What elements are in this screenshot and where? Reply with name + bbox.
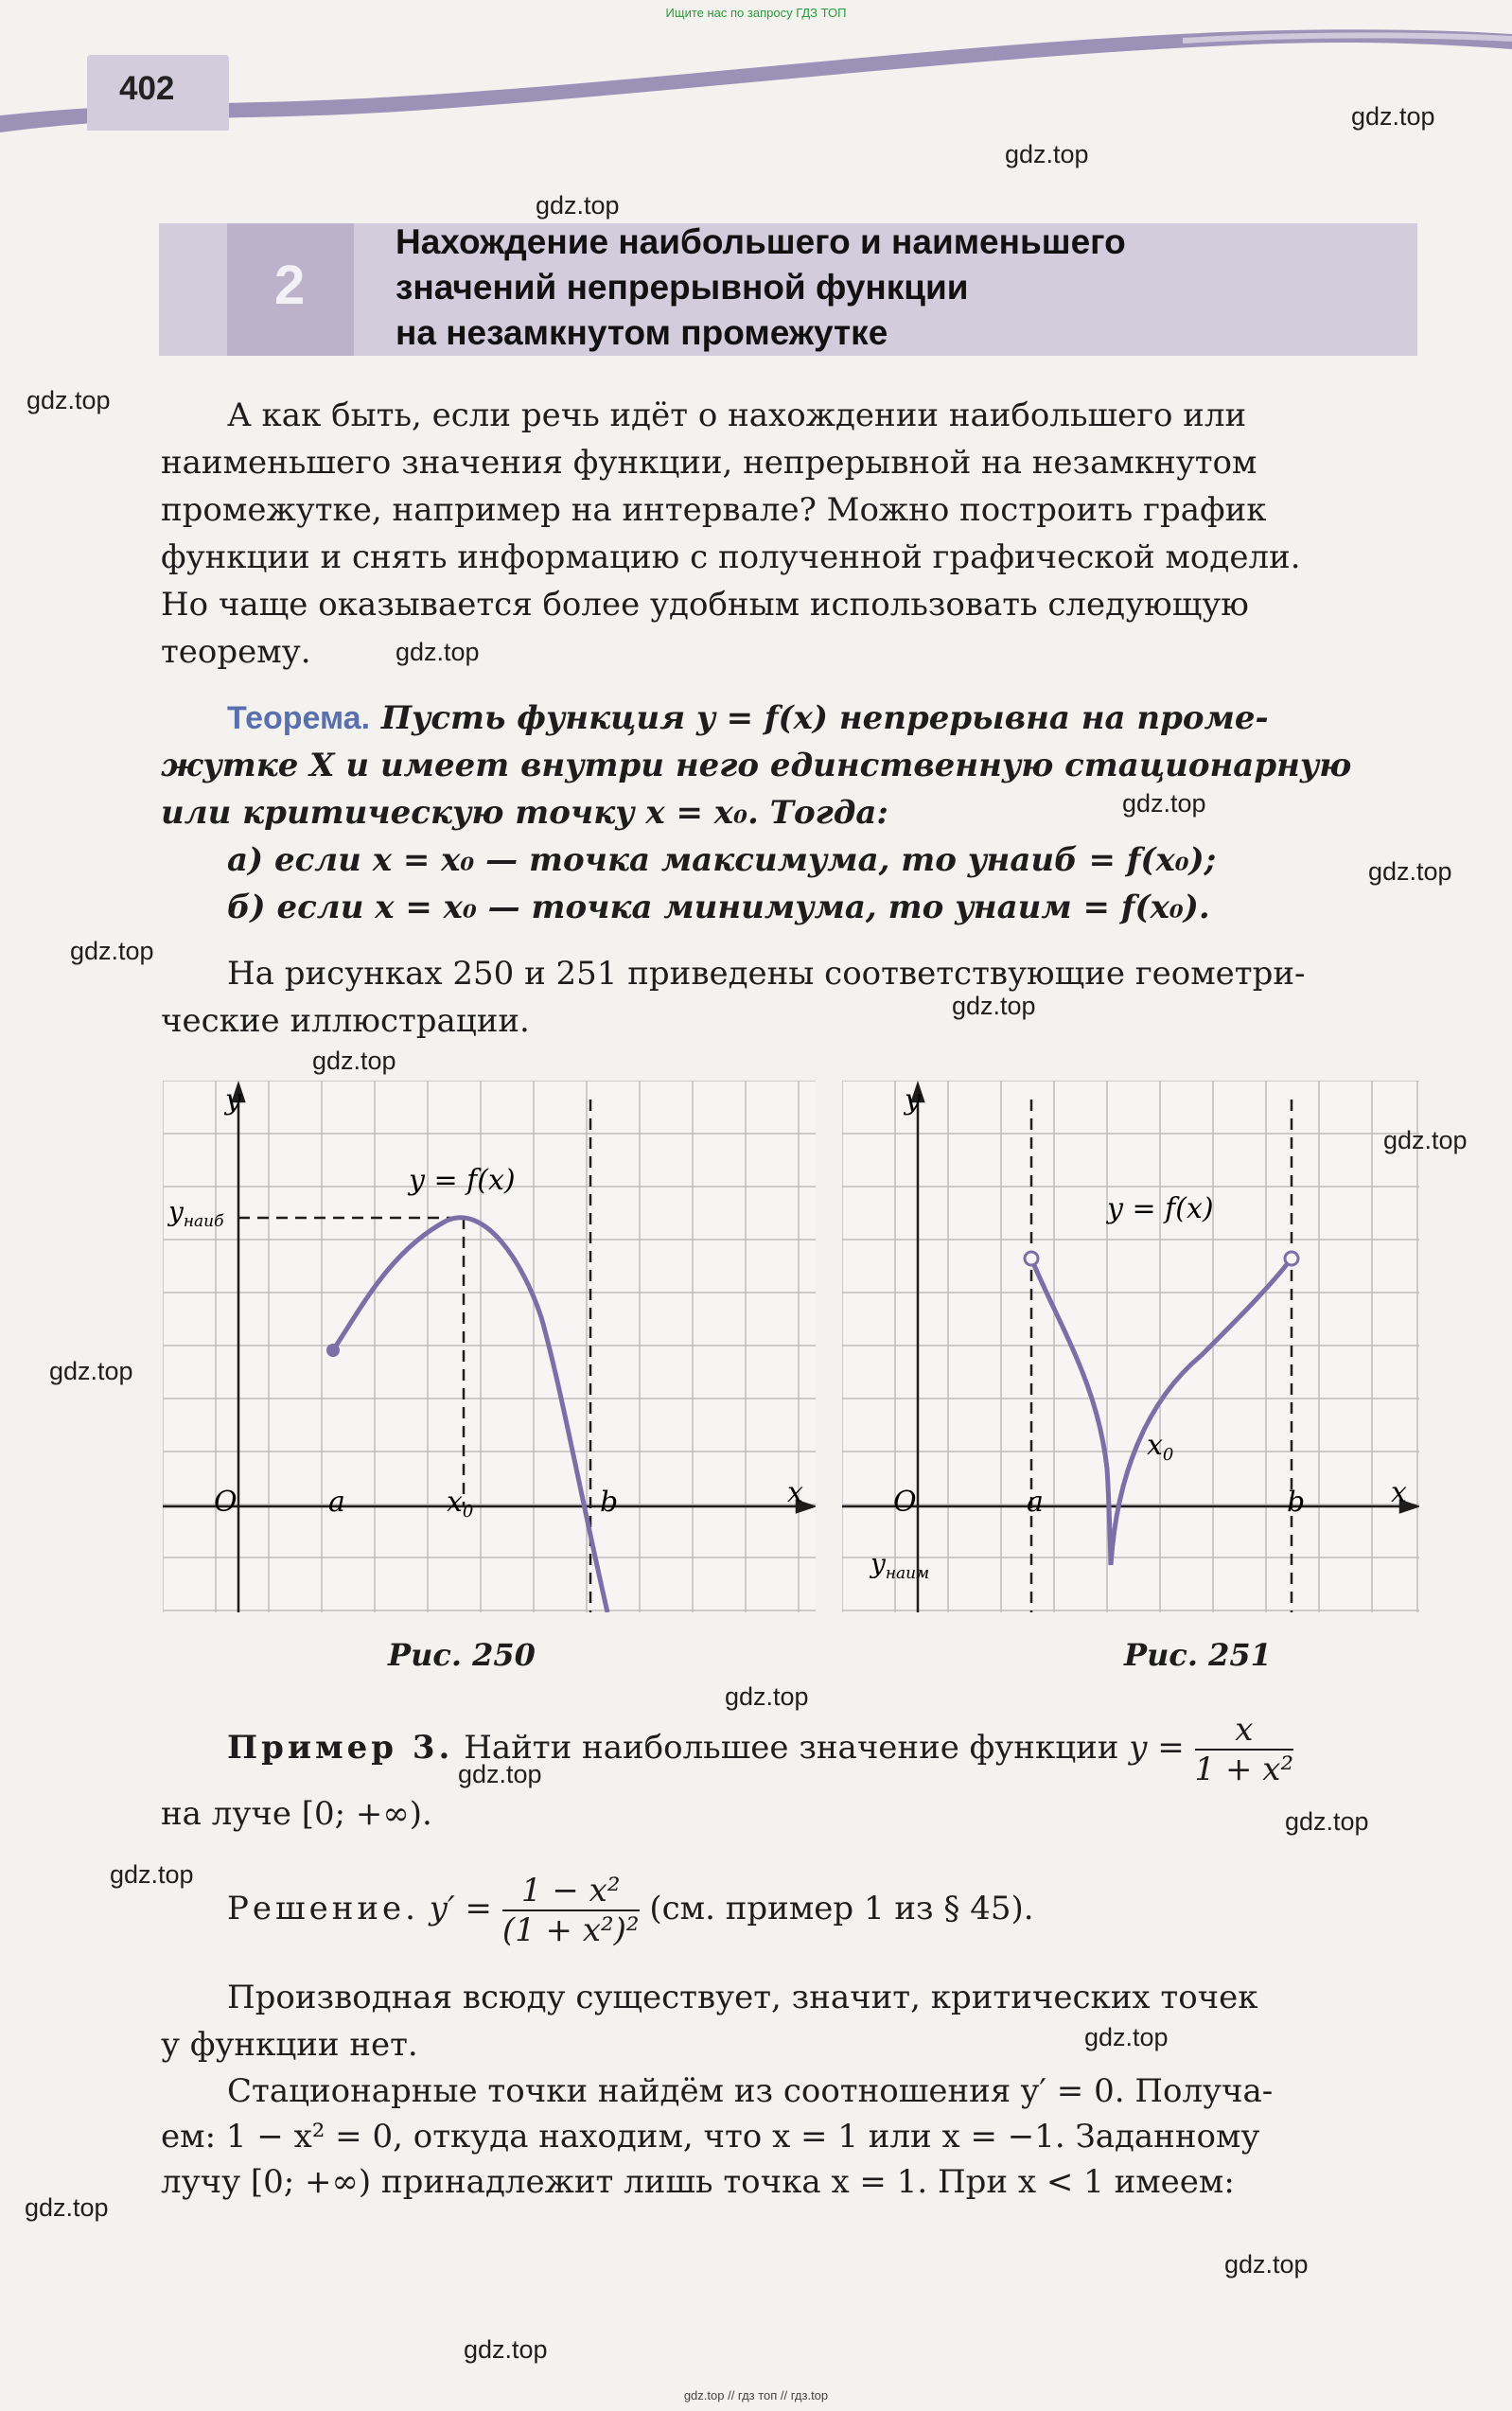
text-line: Производная всюду существует, значит, критических точек — [227, 1979, 1258, 2016]
text-line: А как быть, если речь идёт о нахождении наибольшего или — [227, 396, 1247, 434]
origin-label: O — [214, 1486, 237, 1519]
b-label: b — [600, 1486, 619, 1519]
solution — [161, 1872, 1419, 1949]
text-line: теорему. — [161, 633, 311, 671]
open-endpoint-right — [1285, 1252, 1298, 1265]
solution-label: Решение. — [227, 1890, 419, 1927]
example-text: Найти наибольшее значение функции — [464, 1729, 1119, 1767]
watermark: gdz.top — [952, 992, 1036, 1020]
section-title — [396, 220, 1398, 356]
watermark: gdz.top — [26, 386, 111, 414]
text-line: на луче [0; +∞). — [161, 1795, 432, 1833]
text-line: промежутке, например на интервале? Можно построить график — [161, 491, 1267, 529]
b-label: b — [1287, 1486, 1306, 1519]
text-line: функции и снять информацию с полученной графической модели. — [161, 538, 1301, 576]
solution-rest: (см. пример 1 из § 45). — [649, 1890, 1034, 1927]
y-axis-label: y — [225, 1083, 241, 1117]
text-line: На рисунках 250 и 251 приведены соответствующие геометри- — [227, 955, 1306, 993]
text-line: Стационарные точки найдём из соотношения y′ = 0. Получа- — [227, 2072, 1274, 2110]
grid — [163, 1081, 816, 1612]
theorem-line: жутке X и имеет внутри него единственную стационарную — [161, 747, 1352, 784]
watermark: gdz.top — [110, 1860, 194, 1889]
theorem-line: или критическую точку x = x₀. Тогда: — [161, 794, 888, 832]
watermark: gdz.top — [464, 2335, 548, 2364]
a-label: a — [1027, 1486, 1044, 1519]
solution-lhs: y′ = — [429, 1890, 493, 1927]
watermark: gdz.top — [1224, 2250, 1309, 2279]
x0-label: $x_0$ — [1147, 1429, 1174, 1465]
example-line — [161, 1711, 1419, 1788]
theorem-label: Теорема. — [227, 700, 371, 736]
text-line: лучу [0; +∞) принадлежит лишь точка x = 1. При x < 1 имеем: — [161, 2163, 1235, 2201]
section-title-line: значений непрерывной функции — [396, 268, 969, 307]
top-note: Ищите нас по запросу ГДЗ ТОП — [665, 6, 847, 20]
guide-lines — [1031, 1100, 1292, 1612]
example-func-lhs: y = — [1129, 1729, 1185, 1767]
open-endpoint-left — [1025, 1252, 1038, 1265]
theorem-item-b: б) если x = x₀ — точка минимума, то yнаим = f(x₀). — [227, 889, 1210, 926]
watermark: gdz.top — [458, 1760, 542, 1788]
watermark: gdz.top — [49, 1357, 133, 1385]
watermark: gdz.top — [70, 937, 154, 965]
watermark: gdz.top — [1351, 102, 1435, 131]
axes — [842, 1084, 1417, 1612]
text-line: ем: 1 − x² = 0, откуда находим, что x = 1 или x = −1. Заданному — [161, 2118, 1260, 2156]
figure-250 — [163, 1081, 816, 1612]
x-axis-label: x — [1391, 1476, 1407, 1509]
curve-label: y = f(x) — [1107, 1192, 1214, 1225]
grid — [842, 1081, 1419, 1612]
x0-label: $x_0$ — [447, 1486, 474, 1522]
curve-endpoint — [326, 1344, 340, 1357]
text-line: ческие иллюстрации. — [161, 1002, 530, 1040]
stationary-paragraph — [161, 2068, 1419, 2205]
fig250-caption: Рис. 250 — [388, 1637, 536, 1673]
watermark: gdz.top — [1383, 1126, 1468, 1154]
solution-line — [161, 1872, 1419, 1949]
curve-label: y = f(x) — [409, 1164, 516, 1197]
section-title-line: на незамкнутом промежутке — [396, 313, 888, 352]
figure-251 — [842, 1081, 1419, 1612]
bottom-note: gdz.top // гдз топ // гдз.top — [683, 2388, 829, 2402]
theorem-line: Теорема. Пусть функция y = f(x) непрерывна на проме- — [227, 699, 1269, 737]
y-axis-label: y — [905, 1083, 921, 1117]
text-line: у функции нет. — [161, 2026, 418, 2064]
watermark: gdz.top — [1285, 1807, 1369, 1836]
example-3 — [161, 1711, 1419, 1788]
a-label: a — [328, 1486, 345, 1519]
section-title-line: Нахождение наибольшего и наименьшего — [396, 222, 1126, 261]
watermark: gdz.top — [1122, 789, 1206, 818]
fig251-caption: Рис. 251 — [1124, 1637, 1272, 1673]
theorem — [161, 695, 1419, 931]
text-line: Но чаще оказывается более удобным использовать следующую — [161, 586, 1249, 624]
x-axis-label: x — [787, 1476, 803, 1509]
text-line: наименьшего значения функции, непрерывной на незамкнутом — [161, 444, 1257, 482]
watermark: gdz.top — [312, 1047, 396, 1075]
page-number: 402 — [119, 70, 175, 107]
derivative-paragraph — [161, 1974, 1419, 2068]
watermark: gdz.top — [396, 638, 480, 666]
watermark: gdz.top — [1368, 857, 1452, 886]
watermark: gdz.top — [25, 2193, 109, 2222]
watermark: gdz.top — [1084, 2023, 1169, 2051]
section-number: 2 — [274, 255, 306, 316]
origin-label: O — [893, 1486, 917, 1519]
example-fraction: $\frac{x}{\text{1 + x²}}$ — [1194, 1711, 1294, 1788]
example-line2 — [161, 1790, 1419, 1838]
theorem-item-a: а) если x = x₀ — точка максимума, то yнаиб = f(x₀); — [227, 841, 1217, 879]
y-max-label: $y_{наиб}$ — [168, 1196, 224, 1231]
figures-intro — [161, 950, 1419, 1045]
watermark: gdz.top — [1005, 140, 1089, 168]
watermark: gdz.top — [536, 191, 620, 220]
curve-left — [1031, 1258, 1111, 1565]
example-label: Пример 3. — [227, 1729, 454, 1767]
intro-paragraph — [161, 392, 1419, 676]
curve-right — [1111, 1258, 1292, 1565]
watermark: gdz.top — [725, 1682, 809, 1711]
solution-fraction: $\frac{\text{1 − x²}}{\text{(1 + x²)²}}$ — [501, 1872, 640, 1949]
y-min-label: $y_{наим}$ — [870, 1548, 930, 1583]
